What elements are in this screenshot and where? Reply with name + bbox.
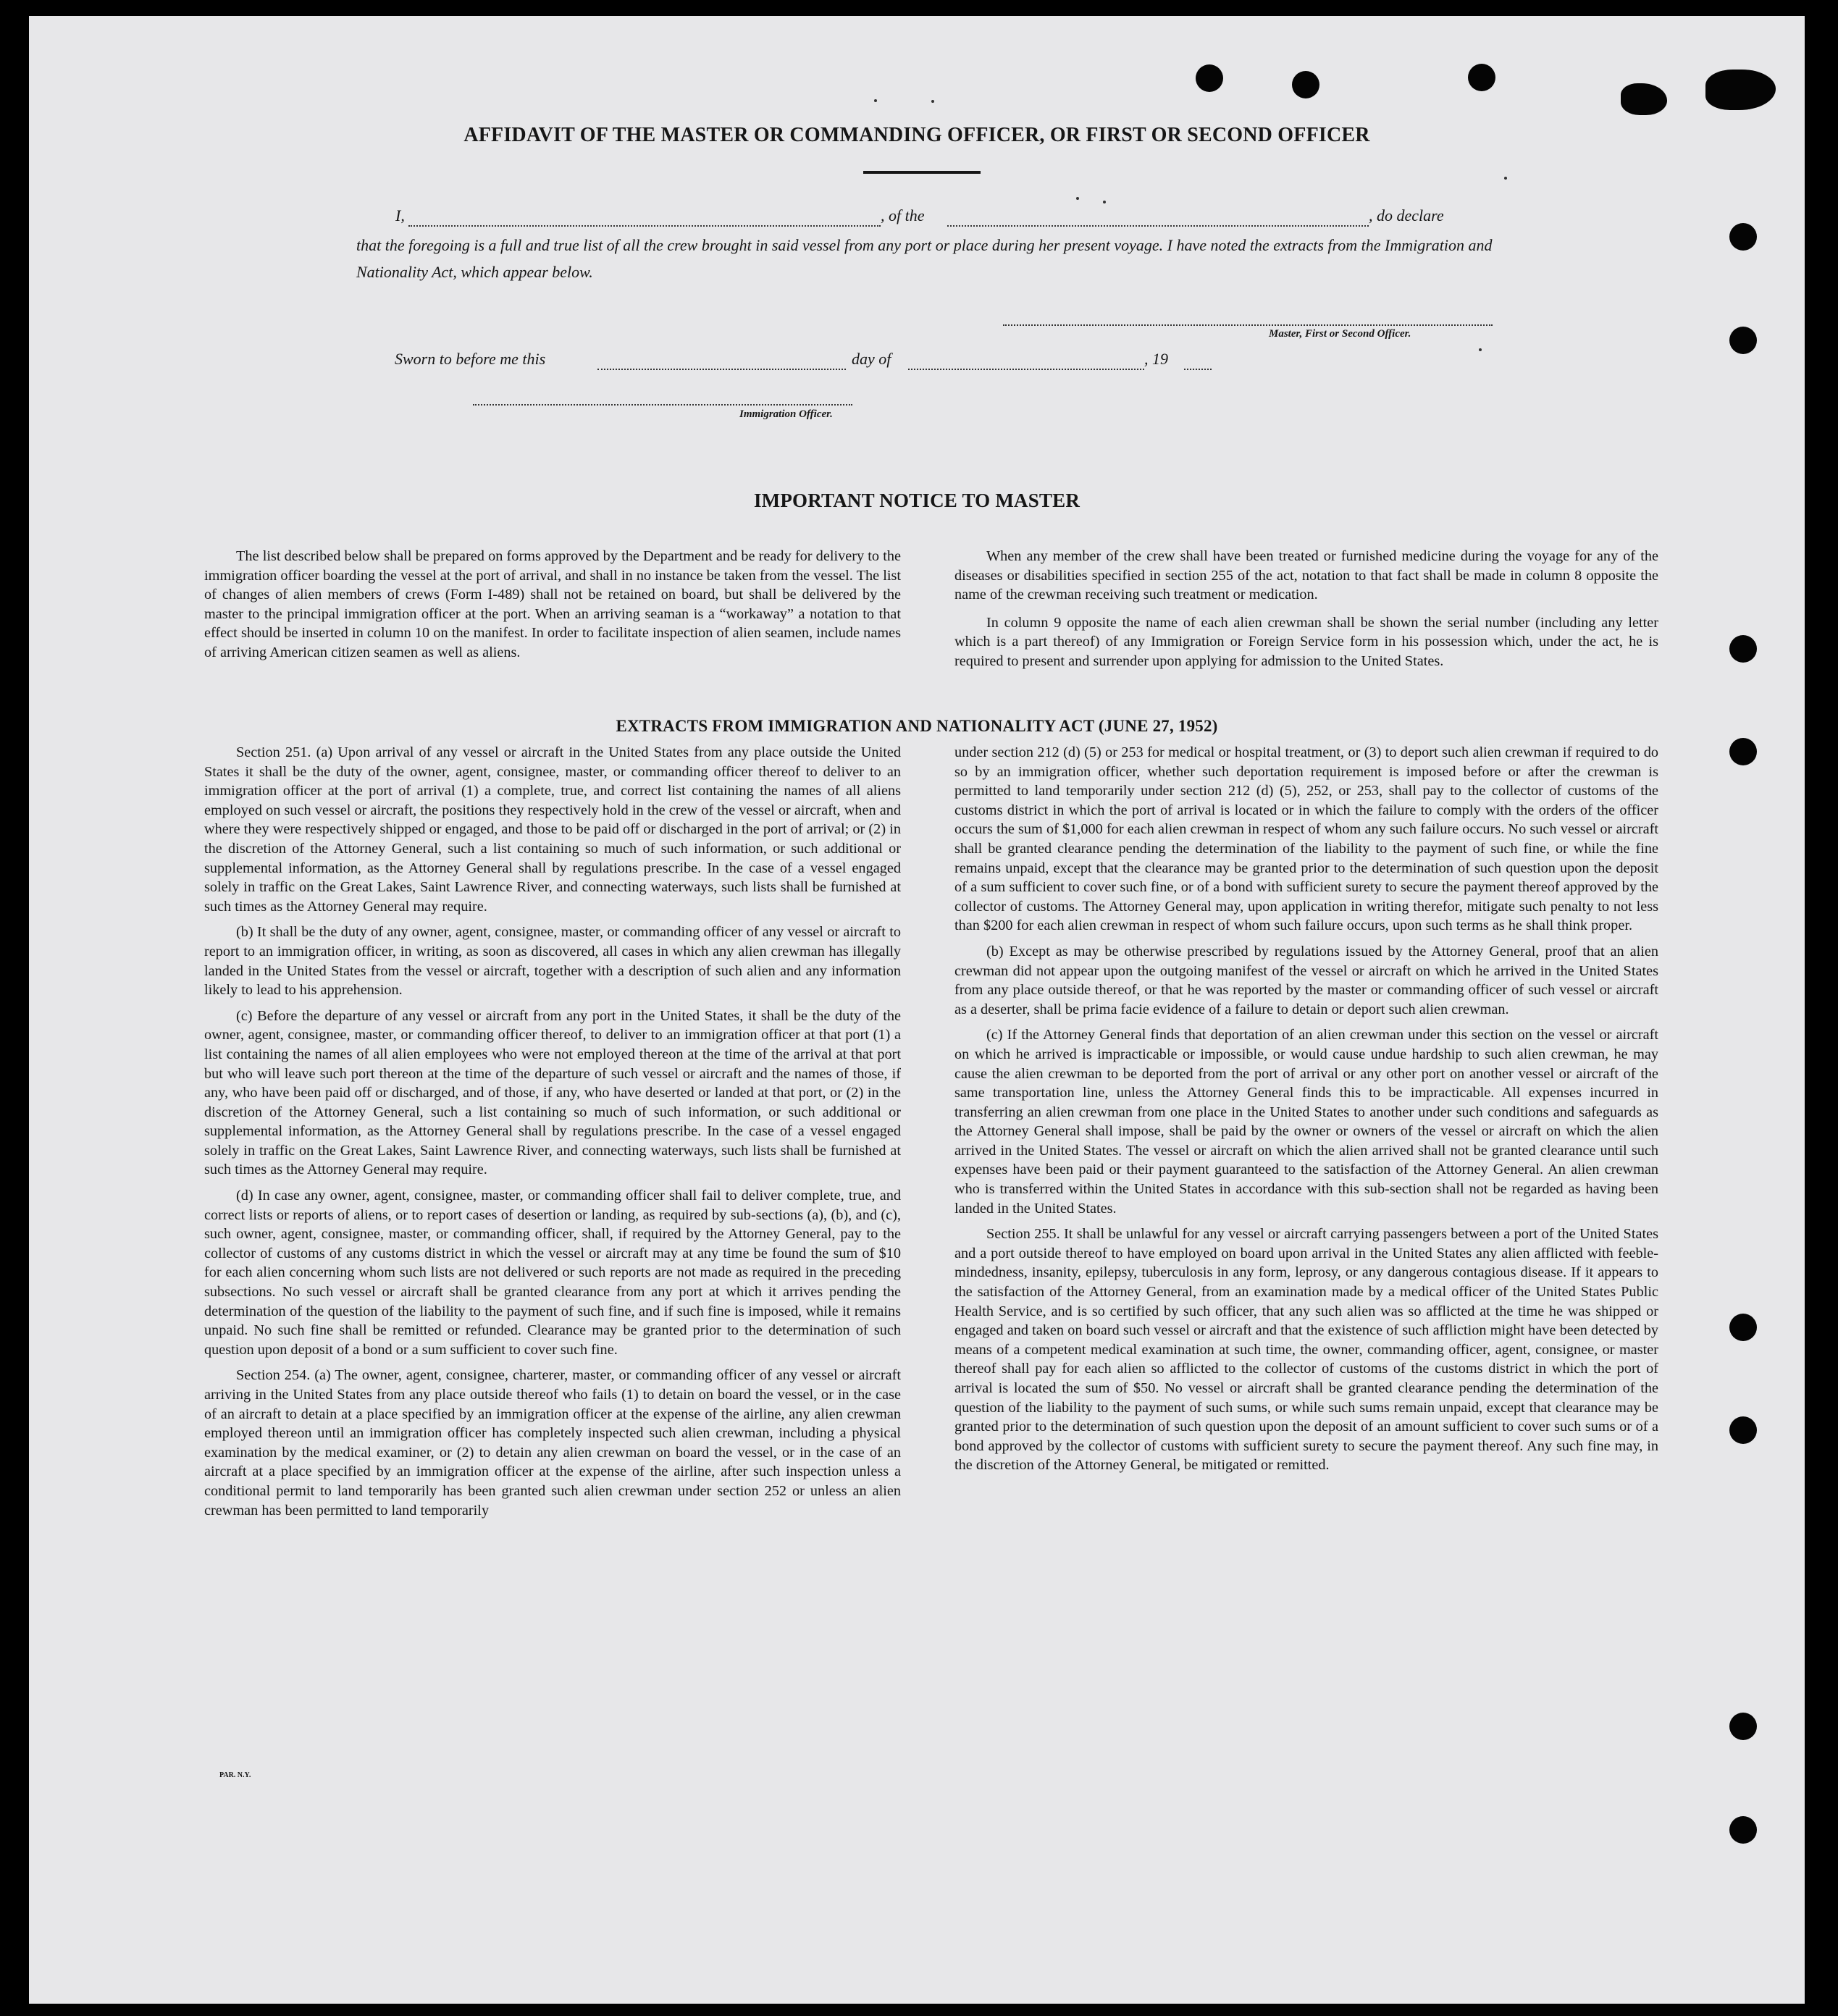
title-rule <box>863 171 981 174</box>
speck <box>1076 197 1079 200</box>
vessel-field[interactable] <box>947 225 1369 227</box>
section-paragraph: (b) Except as may be otherwise prescribed by regulations issued by the Attorney General, proof that an alien crewman did not appear upon the outgoing manifest of the vessel or aircraft on which he arrived in the United States from any place outside thereof, or that he was reported by the master or commanding officer of such vessel or aircraft as a deserter, shall be prima facie evidence of a failure to detain or deport such alien crewman. <box>954 943 1658 1017</box>
master-signature-label: Master, First or Second Officer. <box>1269 328 1411 340</box>
month-field[interactable] <box>908 369 1144 370</box>
do-declare-label: , do declare <box>1369 206 1444 224</box>
master-signature-line[interactable] <box>1003 324 1493 326</box>
speck <box>1504 177 1507 180</box>
year-label: , 19 <box>1144 350 1168 368</box>
section-paragraph: (c) Before the departure of any vessel or aircraft from any port in the United States, it shall be the duty of the owner, agent, consignee, master, or commanding officer thereof, to deliver to an immigration officer at that port (1) a list containing the names of all alien employees who were not employed thereon at the time of the arrival at that port but who will leave such port thereon at the time of the departure of such vessel or aircraft and the names of those, if any, who have been paid off or discharged, and of those, if any, who have deserted or landed at that port, or (2) in the discretion of the Attorney General, such a list containing so much of such information, or such additional or supplemental information, as the Attorney General shall by regulations prescribe. In the case of a vessel engaged solely in traffic on the Great Lakes, Saint Lawrence River, and connecting waterways, such lists shall be furnished at such times as the Attorney General may require. <box>204 1007 901 1178</box>
officer-signature-label: Immigration Officer. <box>739 408 833 420</box>
speck <box>1479 348 1482 351</box>
section-paragraph: under section 212 (d) (5) or 253 for medical or hospital treatment, or (3) to deport such alien crewman if required to do so by an immigration officer, whether such deportation requirement is imposed before or after the crewman is permitted to land temporarily under section 212 (d) (5), 252, or 253, shall pay to the collector of customs of the customs district in which the port of arrival is located or in which the failure to comply with the orders of the officer occurs the sum of $1,000 for each alien crewman in respect of whom any such failure occurs. No such vessel or aircraft shall be granted clearance pending the determination of the liability to the payment of such fine, or while the fine remains unpaid, except that the clearance may be granted prior to the determination of such question upon the deposit of a sum sufficient to cover such fine, or of a bond with sufficient surety to secure the payment thereof approved by the collector of customs. The Attorney General may, upon application in writing therefor, mitigate such penalty to not less than $200 for each alien crewman in respect of whom such failure occurs, upon such terms as he shall think proper. <box>954 744 1658 934</box>
notice-title: IMPORTANT NOTICE TO MASTER <box>753 490 1080 511</box>
i-label: I, <box>395 206 405 224</box>
printer-mark: PAR. N.Y. <box>219 1771 251 1779</box>
speck <box>1103 201 1106 203</box>
punch-hole <box>1729 1713 1757 1740</box>
speck <box>874 99 877 102</box>
section-paragraph: Section 251. (a) Upon arrival of any vessel or aircraft in the United States from any place outside the United States it shall be the duty of the owner, agent, consignee, master, or commanding officer thereof to deliver to an immigration officer at the port of arrival (1) a complete, true, and correct list containing the names of all aliens employed on such vessel or aircraft, the positions they respectively hold in the crew of the vessel or aircraft, when and where they were respectively shipped or engaged, and those to be paid off or discharged in the port of arrival; or (2) in the discretion of the Attorney General, such a list containing so much of such information, or such additional or supplemental information, as the Attorney General shall by regulations prescribe. In the case of a vessel engaged solely in traffic on the Great Lakes, Saint Lawrence River, and connecting waterways, such lists shall be furnished at such times as the Attorney General may require. <box>204 744 901 915</box>
notice-left-paragraph: The list described below shall be prepared on forms approved by the Department and be ready for delivery to the immigration officer boarding the vessel at the port of arrival, and shall in no instance be taken from the vessel. The list of changes of alien members of crews (Form I-489) shall not be retained on board, but shall be delivered by the master to the principal immigration officer at the port. When an arriving seaman is a “workaway” a notation to that effect should be inserted in column 10 on the manifest. In order to facilitate inspection of alien seamen, include names of arriving American citizen seamen as well as aliens. <box>204 548 901 660</box>
sworn-label: Sworn to before me this <box>395 350 546 368</box>
section-paragraph: Section 255. It shall be unlawful for any vessel or aircraft carrying passengers between a port of the United States and a port outside thereof to have employed on board upon arrival in the United States any alien afflicted with feeble-mindedness, insanity, epilepsy, tuberculosis in any form, leprosy, or any dangerous contagious disease. If it appears to the satisfaction of the Attorney General, from an examination made by a medical officer of the United States Public Health Service, and is so certified by such officer, that any such alien was so afflicted at the time he was shipped or engaged and taken on board such vessel or aircraft and that the existence of such affliction might have been detected by means of a competent medical examination at such time, the owner, commanding officer, agent, consignee, or master thereof shall pay for each alien so afflicted to the collector of customs of the customs district in which the port of arrival is located the sum of $50. No vessel or aircraft shall be granted clearance pending the determination of the question of the liability to the payment of such sums, or while such sums remain unpaid, except that clearance may be granted prior to the determination of such question upon the deposit of an amount sufficient to cover such sums or of a bond approved by the collector of customs with sufficient surety to secure the payment thereof. Any such fine may, in the discretion of the Attorney General, be mitigated or remitted. <box>954 1226 1658 1474</box>
section-paragraph: (d) In case any owner, agent, consignee, master, or commanding officer shall fail to deliver complete, true, and correct lists or reports of aliens, or to report cases of desertion or landing, as required by sub-sections (a), (b), and (c), such owner, agent, consignee, master, or commanding officer, shall, if required by the Attorney General, pay to the collector of customs of any customs district in which the vessel or aircraft may at any time be found the sum of $10 for each alien concerning whom such lists are not delivered or such reports are not made as required in the preceding subsections. No such vessel or aircraft shall be granted clearance from any port at which it arrives pending the determination of the question of the liability to the payment of such fine, and if such fine is imposed, while it remains unpaid. No such fine shall be remitted or refunded. Clearance may be granted prior to the determination of such question upon deposit of a bond or a sum sufficient to cover such fine. <box>204 1188 901 1358</box>
extracts-title: EXTRACTS FROM IMMIGRATION AND NATIONALITY ACT (JUNE 27, 1952) <box>616 717 1218 735</box>
torn-corner <box>1621 83 1667 115</box>
section-paragraph: Section 254. (a) The owner, agent, consignee, charterer, master, or commanding officer of any vessel or aircraft arriving in the United States from any place outside thereof who fails (1) to detain on board the vessel, or in the case of an aircraft to detain at a place specified by an immigration officer at the expense of the airline, any alien crewman employed thereon until an immigration officer has completely inspected such alien crewman, including a physical examination by the medical examiner, or (2) to detain any alien crewman on board the vessel, or in the case of an aircraft at a place specified by an immigration officer at the expense of the airline, after such inspection unless a conditional permit to land temporarily has been granted such alien crewman under section 252 or unless an alien crewman has been permitted to land temporarily <box>204 1367 901 1519</box>
notice-right-paragraph: In column 9 opposite the name of each alien crewman shall be shown the serial number (including any letter which is a part thereof) of any Immigration or Foreign Service form in his possession which, under the act, he is required to present and surrender upon applying for admission to the United States. <box>954 614 1658 669</box>
speck <box>931 100 934 103</box>
name-field[interactable] <box>408 225 881 227</box>
punch-hole <box>1729 738 1757 765</box>
document-page <box>29 16 1805 2004</box>
punch-hole <box>1292 71 1319 98</box>
extracts-left-column <box>204 743 901 1520</box>
extracts-right-column <box>954 743 1658 1475</box>
day-of-label: day of <box>852 350 891 368</box>
of-the-label: , of the <box>881 206 925 224</box>
affidavit-title: AFFIDAVIT OF THE MASTER OR COMMANDING OFFICER, OR FIRST OR SECOND OFFICER <box>463 124 1370 146</box>
punch-hole <box>1729 327 1757 354</box>
punch-hole <box>1729 635 1757 663</box>
notice-right-column <box>954 547 1658 671</box>
section-paragraph: (b) It shall be the duty of any owner, agent, consignee, master, or commanding officer of any vessel or aircraft to report to an immigration officer, in writing, as soon as discovered, all cases in which any alien crewman has illegally landed in the United States from the vessel or aircraft, together with a description of such alien and any information likely to lead to his apprehension. <box>204 924 901 999</box>
day-field[interactable] <box>597 369 846 370</box>
punch-hole <box>1196 64 1223 92</box>
punch-hole <box>1729 1416 1757 1444</box>
section-paragraph: (c) If the Attorney General finds that deportation of an alien crewman under this section on the vessel or aircraft on which he arrived is impracticable or impossible, or would cause undue hardship to such alien crewman, he may cause the alien crewman to be deported from the port of arrival or any other port on another vessel or aircraft of the same transportation line, unless the Attorney General finds this to be impracticable. All expenses incurred in transferring an alien crewman from one place in the United States to another under such conditions and safeguards as the Attorney General shall impose, shall be paid by the owner or owners of the vessel or aircraft on which the alien arrived in the United States. The vessel or aircraft on which the alien arrived shall not be granted clearance until such expenses have been paid or their payment guaranteed to the satisfaction of the Attorney General. An alien crewman who is transferred within the United States in accordance with this sub-section shall not be regarded as having been landed in the United States. <box>954 1027 1658 1217</box>
punch-hole <box>1729 1314 1757 1341</box>
officer-signature-line[interactable] <box>473 404 852 406</box>
notice-right-paragraph: When any member of the crew shall have been treated or furnished medicine during the voyage for any of the diseases or disabilities specified in section 255 of the act, notation to that fact shall be made in column 8 opposite the name of the crewman receiving such treatment or medication. <box>954 548 1658 603</box>
affidavit-statement: that the foregoing is a full and true list of all the crew brought in said vessel from any port or place during her present voyage. I have noted the extracts from the Immigration and Nationality Act, which appear below. <box>356 236 1493 281</box>
torn-corner <box>1705 70 1776 110</box>
year-field[interactable] <box>1184 369 1212 370</box>
punch-hole <box>1729 223 1757 251</box>
notice-left-column <box>204 547 901 663</box>
punch-hole <box>1468 64 1495 91</box>
punch-hole <box>1729 1816 1757 1844</box>
